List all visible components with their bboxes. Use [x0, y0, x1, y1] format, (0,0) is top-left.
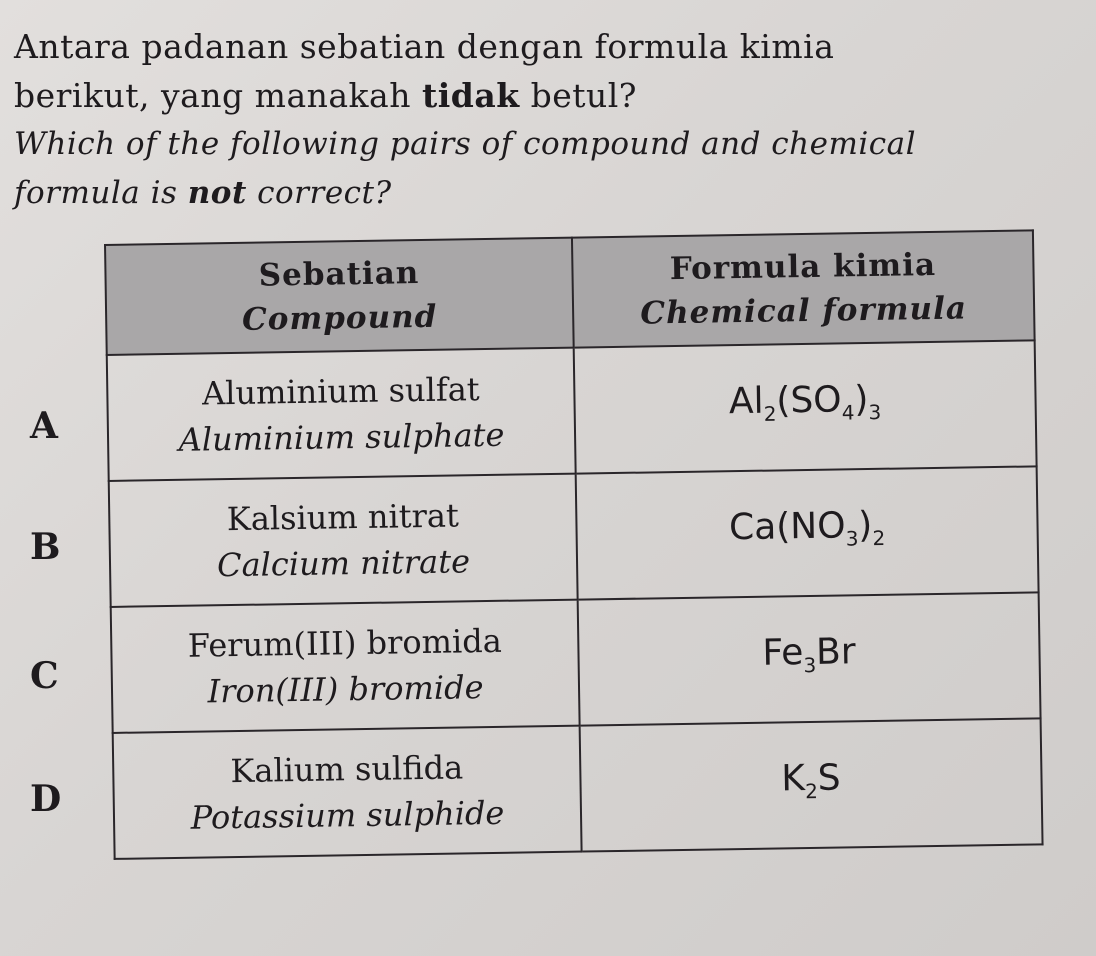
formula-subscript: 4 — [841, 400, 855, 425]
compound-name-en: Potassium sulphide — [190, 793, 505, 837]
header-formula-en: Chemical formula — [640, 290, 968, 332]
compound-formula-table — [104, 229, 1044, 860]
formula-text: Br — [815, 631, 856, 673]
table-row — [109, 466, 1039, 607]
compound-name-en: Aluminium sulphate — [178, 415, 505, 459]
question-en-line-1 — [14, 120, 1054, 169]
formula-cell — [574, 340, 1037, 473]
header-compound — [105, 238, 574, 355]
header-formula-ms: Formula kimia — [669, 246, 937, 288]
formula-subscript: 3 — [845, 526, 859, 551]
header-compound-en: Compound — [241, 298, 438, 338]
question-en-text-1: Which of the following pairs of compound and chemical — [14, 126, 917, 162]
chemical-formula — [762, 631, 856, 678]
question-ms-line-1 — [14, 22, 1054, 71]
formula-text: ) — [853, 378, 869, 421]
compound-name-en: Calcium nitrate — [216, 542, 471, 585]
option-label-d[interactable]: D — [30, 778, 62, 820]
formula-text: S — [817, 757, 841, 799]
question-text — [14, 22, 1054, 218]
formula-text: (SO — [776, 379, 842, 422]
chemical-formula — [728, 504, 886, 551]
formula-text: Al — [728, 380, 764, 423]
formula-subscript: 3 — [868, 399, 882, 425]
chemical-formula — [781, 757, 841, 804]
table-row — [107, 340, 1037, 481]
table-header-row — [105, 230, 1035, 355]
compound-name-ms: Kalium sulfida — [230, 748, 464, 791]
question-en-text-2a: formula is — [14, 175, 188, 211]
question-ms-line-2 — [14, 71, 1054, 120]
compound-cell — [113, 726, 582, 859]
option-label-c[interactable]: C — [30, 655, 59, 697]
formula-cell — [578, 592, 1041, 725]
question-ms-emphasis: tidak — [421, 76, 520, 115]
formula-text: ) — [857, 504, 873, 547]
formula-cell — [576, 466, 1039, 599]
table-row — [113, 718, 1043, 859]
formula-subscript: 2 — [804, 778, 819, 804]
compound-name-ms: Ferum(III) bromida — [187, 621, 503, 665]
formula-text: K — [781, 757, 806, 800]
compound-name-ms: Kalsium nitrat — [226, 496, 460, 539]
formula-text: Fe — [762, 631, 804, 674]
header-compound-ms: Sebatian — [258, 255, 420, 294]
formula-subscript: 2 — [872, 525, 886, 551]
compound-name-ms: Aluminium sulfat — [201, 370, 480, 413]
option-label-a[interactable]: A — [30, 405, 58, 447]
formula-subscript: 3 — [803, 652, 817, 678]
compound-cell — [111, 600, 580, 733]
compound-cell — [107, 348, 576, 481]
question-ms-text-1: Antara padanan sebatian dengan formula kimia — [14, 27, 835, 66]
table-row — [111, 592, 1041, 733]
formula-cell — [580, 718, 1043, 851]
question-en-emphasis: not — [187, 175, 247, 211]
compound-cell — [109, 474, 578, 607]
chemical-formula — [728, 378, 882, 426]
formula-subscript: 2 — [763, 401, 777, 426]
option-label-b[interactable]: B — [30, 526, 61, 568]
question-en-line-2 — [14, 169, 1054, 218]
formula-text: Ca(NO — [728, 505, 846, 549]
question-ms-text-2a: berikut, yang manakah — [14, 76, 422, 115]
compound-name-en: Iron(III) bromide — [207, 668, 484, 711]
question-ms-text-2b: betul? — [519, 76, 637, 115]
header-formula — [572, 230, 1035, 347]
question-en-text-2b: correct? — [246, 175, 392, 211]
